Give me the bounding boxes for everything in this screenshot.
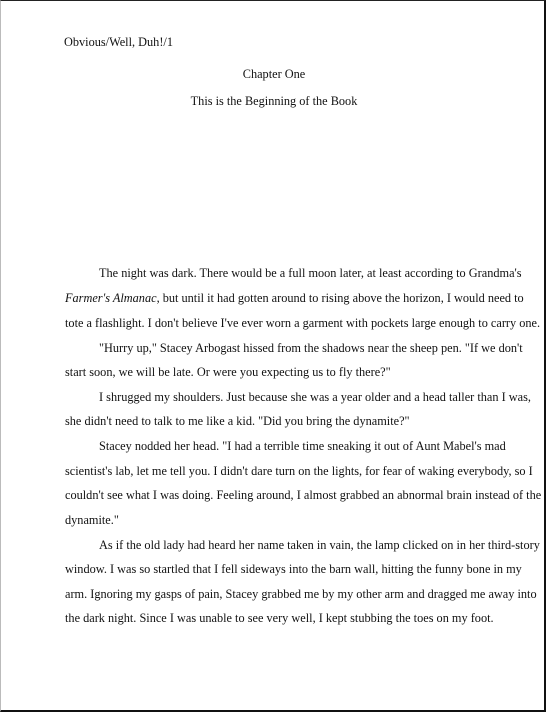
paragraph-1-line-3: tote a flashlight. I don't believe I've ever worn a garment with pockets large enough to carry one. — [65, 316, 541, 330]
paragraph-5-line-4: the dark night. Since I was unable to see very well, I kept stubbing the toes on my foot. — [65, 611, 494, 625]
running-header: Obvious/Well, Duh!/1 — [64, 35, 173, 49]
paragraph-3-line-2: she didn't need to talk to me like a kid. "Did you bring the dynamite?" — [65, 414, 410, 428]
paragraph-4-line-4: dynamite." — [65, 513, 119, 527]
almanac-title: Farmer's Almanac — [65, 291, 157, 305]
paragraph-2-line-2: start soon, we will be late. Or were you expecting us to fly there?" — [65, 365, 391, 379]
chapter-number: Chapter One — [242, 67, 306, 81]
paragraph-5-line-2: window. I was so startled that I fell sideways into the barn wall, hitting the funny bone in my — [65, 562, 522, 576]
paragraph-5-line-3: arm. Ignoring my gasps of pain, Stacey grabbed me by my other arm and dragged me away into — [65, 587, 537, 601]
paragraph-3-line-1: I shrugged my shoulders. Just because she was a year older and a head taller than I was, — [99, 390, 531, 404]
paragraph-2-line-1: "Hurry up," Stacey Arbogast hissed from the shadows near the sheep pen. "If we don't — [99, 341, 523, 355]
paragraph-1-line-1: The night was dark. There would be a full moon later, at least according to Grandma's — [99, 266, 522, 280]
paragraph-4-line-1: Stacey nodded her head. "I had a terrible time sneaking it out of Aunt Mabel's mad — [99, 439, 506, 453]
paragraph-1-line-2-text: , but until it had gotten around to rising above the horizon, I would need to — [156, 291, 524, 305]
paragraph-4-line-3: couldn't see what I was doing. Feeling around, I almost grabbed an abnormal brain instead of the — [65, 488, 542, 502]
chapter-title: This is the Beginning of the Book — [190, 94, 358, 108]
paragraph-5-line-1: As if the old lady had heard her name taken in vain, the lamp clicked on in her third-story — [99, 538, 540, 552]
paragraph-4-line-2: scientist's lab, let me tell you. I didn't dare turn on the lights, for fear of waking everybody, so I — [65, 464, 533, 478]
paragraph-1-line-2 — [65, 290, 524, 306]
